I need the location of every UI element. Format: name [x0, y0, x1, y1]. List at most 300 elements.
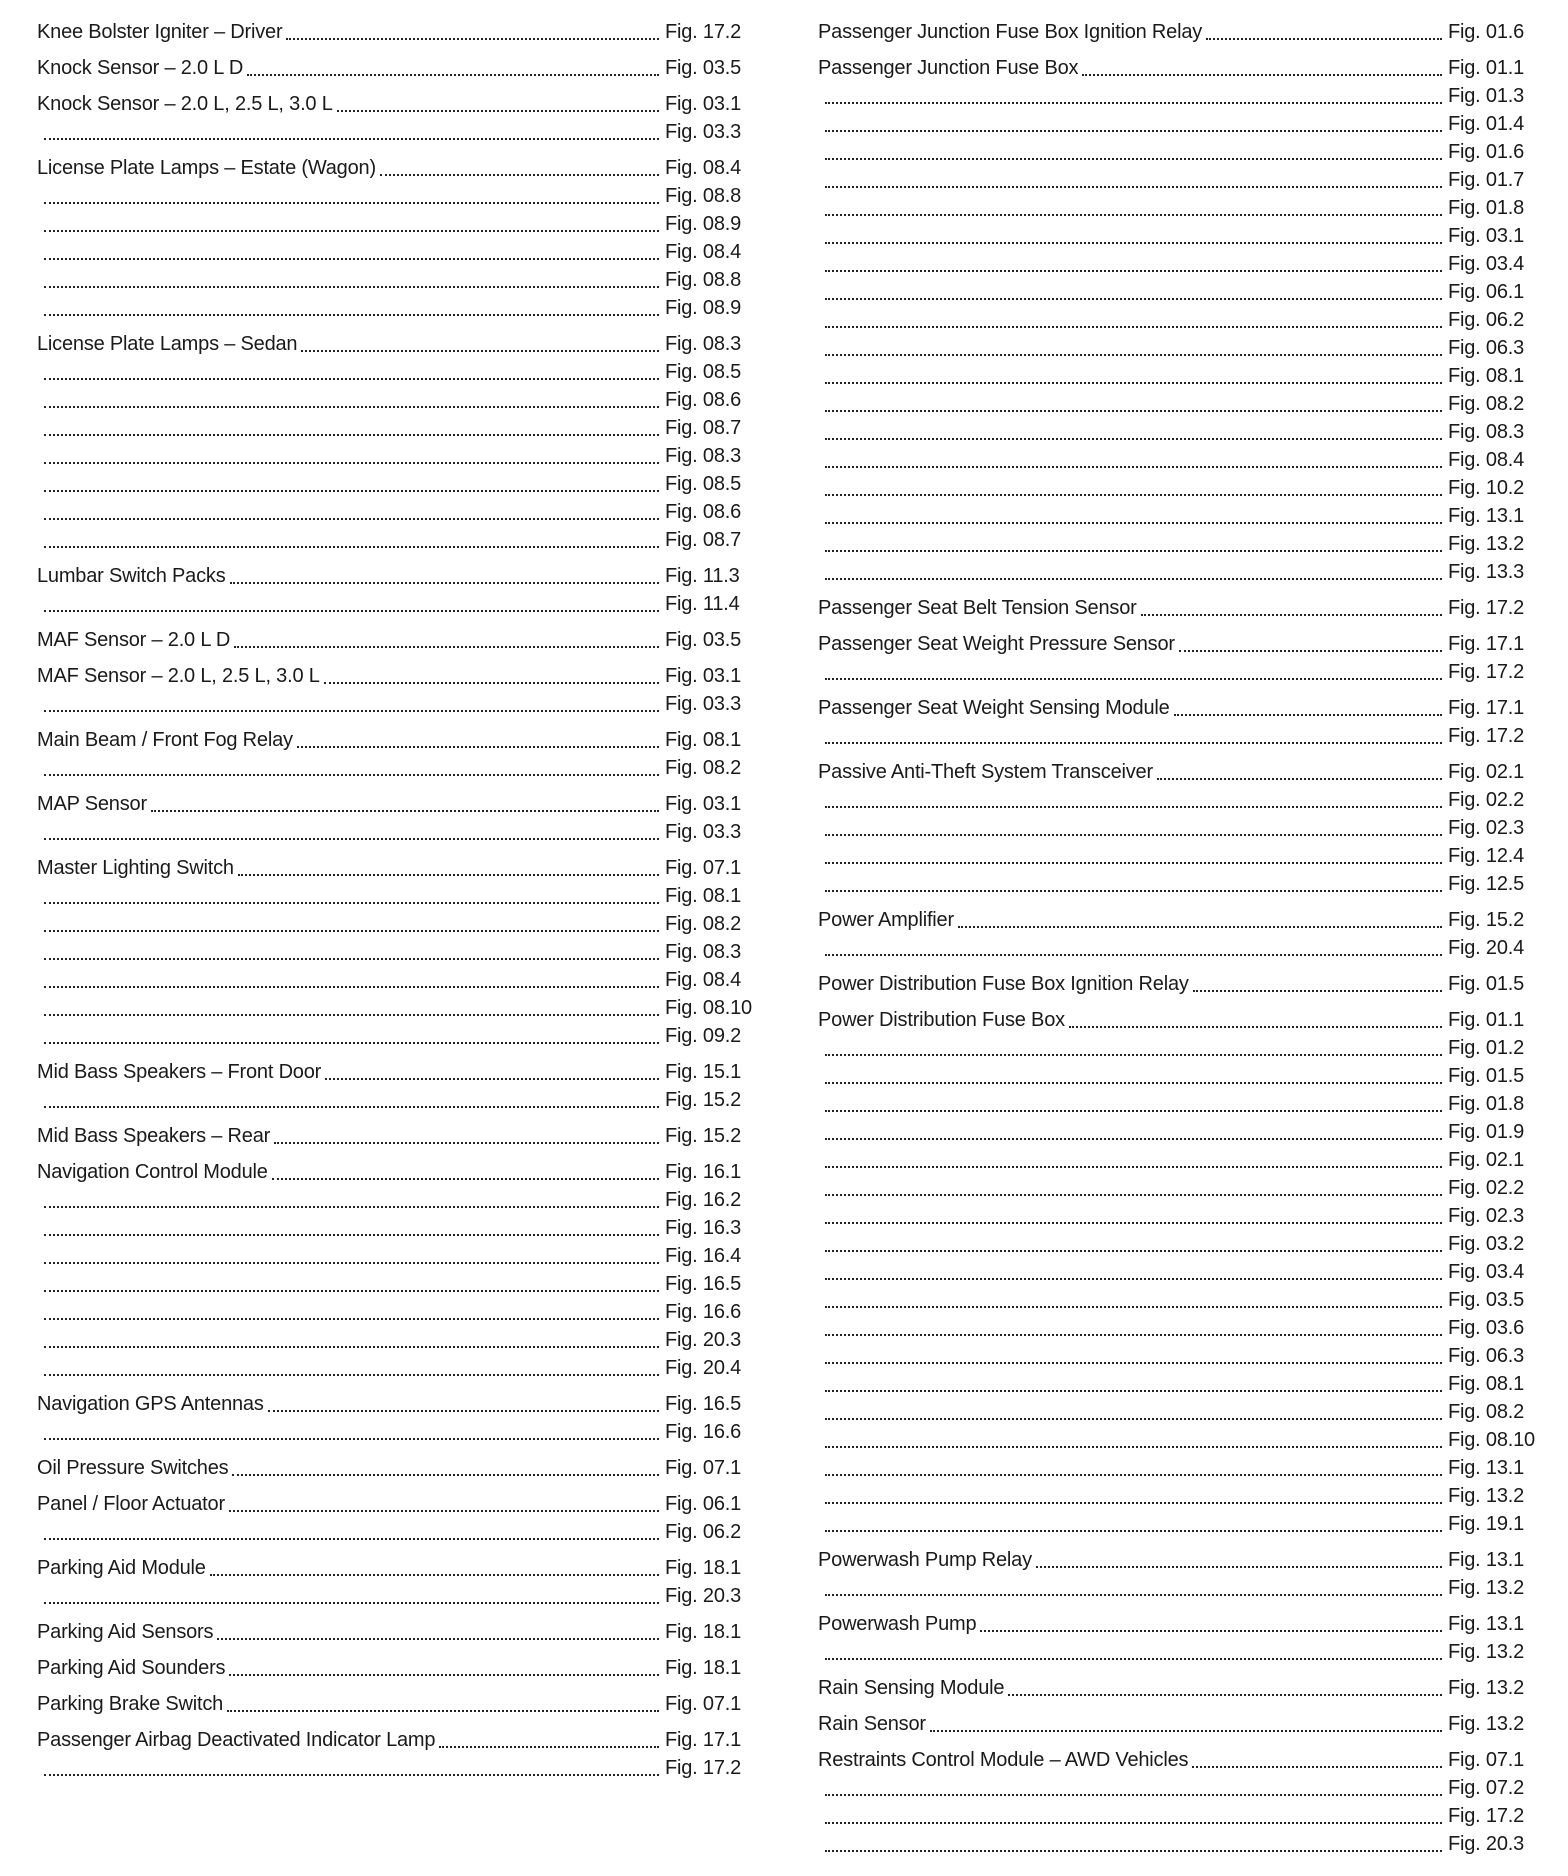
dot-leader	[230, 582, 660, 584]
figure-reference[interactable]: Fig. 13.1	[1448, 505, 1525, 527]
index-column-left	[37, 18, 767, 1790]
index-row	[37, 386, 767, 414]
figure-reference[interactable]: Fig. 08.2	[1448, 1401, 1525, 1423]
entry-label: Power Distribution Fuse Box	[818, 1009, 1065, 1031]
figure-reference[interactable]: Fig. 08.10	[665, 997, 752, 1019]
index-row	[818, 194, 1550, 222]
index-row	[37, 1242, 767, 1270]
index-entry	[37, 1726, 767, 1782]
entry-label: Passenger Junction Fuse Box	[818, 57, 1079, 79]
index-row	[818, 814, 1550, 842]
figure-reference[interactable]: Fig. 20.3	[665, 1585, 742, 1607]
figure-reference[interactable]: Fig. 08.2	[1448, 393, 1525, 415]
figure-reference[interactable]: Fig. 07.1	[665, 1457, 742, 1479]
entry-label: Power Distribution Fuse Box Ignition Relay	[818, 973, 1189, 995]
dot-leader	[44, 1438, 659, 1440]
figure-reference[interactable]: Fig. 03.5	[665, 57, 742, 79]
index-entry	[37, 1690, 767, 1718]
index-row	[37, 1086, 767, 1114]
entry-label: Passenger Seat Weight Pressure Sensor	[818, 633, 1175, 655]
index-row	[37, 1022, 767, 1050]
figure-reference[interactable]: Fig. 03.1	[665, 665, 742, 687]
figure-reference[interactable]: Fig. 08.8	[665, 185, 742, 207]
entry-label: Rain Sensor	[818, 1713, 926, 1735]
dot-leader	[44, 774, 659, 776]
figure-reference[interactable]: Fig. 01.6	[1448, 141, 1525, 163]
index-row	[37, 1518, 767, 1546]
figure-reference[interactable]: Fig. 01.6	[1448, 21, 1525, 43]
entry-label: Parking Aid Sounders	[37, 1657, 226, 1679]
index-row	[818, 1258, 1550, 1286]
dot-leader	[825, 834, 1442, 836]
figure-reference[interactable]: Fig. 03.6	[1448, 1317, 1525, 1339]
figure-reference[interactable]: Fig. 01.1	[1448, 57, 1525, 79]
index-row	[818, 694, 1550, 722]
figure-reference[interactable]: Fig. 03.5	[1448, 1289, 1525, 1311]
dot-leader	[44, 1106, 659, 1108]
index-row	[818, 1006, 1550, 1034]
dot-leader	[44, 610, 659, 612]
figure-reference[interactable]: Fig. 17.1	[665, 1729, 742, 1751]
index-entry	[818, 1710, 1550, 1738]
index-row	[818, 1610, 1550, 1638]
index-row	[818, 934, 1550, 962]
figure-reference[interactable]: Fig. 03.3	[665, 693, 742, 715]
figure-reference[interactable]: Fig. 18.1	[665, 1557, 742, 1579]
figure-reference[interactable]: Fig. 13.1	[1448, 1457, 1525, 1479]
index-entry	[818, 758, 1550, 898]
dot-leader	[272, 1178, 659, 1180]
index-row	[37, 294, 767, 322]
figure-reference[interactable]: Fig. 03.4	[1448, 253, 1525, 275]
index-row	[818, 1802, 1550, 1830]
figure-reference[interactable]: Fig. 15.2	[665, 1089, 742, 1111]
index-row	[37, 470, 767, 498]
dot-leader	[825, 1194, 1442, 1196]
figure-reference[interactable]: Fig. 15.1	[665, 1061, 742, 1083]
index-row	[37, 238, 767, 266]
index-row	[37, 662, 767, 690]
dot-leader	[439, 1746, 659, 1748]
figure-reference[interactable]: Fig. 06.2	[1448, 309, 1525, 331]
figure-reference[interactable]: Fig. 13.2	[1448, 1713, 1525, 1735]
figure-reference[interactable]: Fig. 07.2	[1448, 1777, 1525, 1799]
index-entry	[37, 562, 767, 618]
index-row	[818, 1090, 1550, 1118]
index-entry	[37, 1490, 767, 1546]
dot-leader	[825, 1306, 1442, 1308]
figure-reference[interactable]: Fig. 19.1	[1448, 1513, 1525, 1535]
entry-label: Knock Sensor – 2.0 L D	[37, 57, 244, 79]
index-row	[37, 414, 767, 442]
figure-reference[interactable]: Fig. 12.5	[1448, 873, 1525, 895]
index-entry	[818, 694, 1550, 750]
entry-label: MAF Sensor – 2.0 L, 2.5 L, 3.0 L	[37, 665, 320, 687]
entry-label: MAF Sensor – 2.0 L D	[37, 629, 231, 651]
index-entry	[37, 1554, 767, 1610]
figure-reference[interactable]: Fig. 12.4	[1448, 845, 1525, 867]
index-row	[818, 1574, 1550, 1602]
index-row	[818, 1398, 1550, 1426]
figure-reference[interactable]: Fig. 08.4	[665, 969, 742, 991]
index-row	[37, 1122, 767, 1150]
figure-reference[interactable]: Fig. 09.2	[665, 1025, 742, 1047]
index-row	[818, 1370, 1550, 1398]
index-row	[37, 1354, 767, 1382]
index-row	[37, 626, 767, 654]
index-row	[37, 910, 767, 938]
dot-leader	[1206, 38, 1442, 40]
dot-leader	[1193, 990, 1442, 992]
figure-reference[interactable]: Fig. 03.4	[1448, 1261, 1525, 1283]
dot-leader	[1179, 650, 1442, 652]
index-entry	[818, 18, 1550, 46]
index-row	[37, 118, 767, 146]
figure-reference[interactable]: Fig. 02.3	[1448, 1205, 1525, 1227]
dot-leader	[217, 1638, 659, 1640]
figure-reference[interactable]: Fig. 13.2	[1448, 1577, 1525, 1599]
figure-reference[interactable]: Fig. 08.9	[665, 297, 742, 319]
figure-reference[interactable]: Fig. 08.5	[665, 473, 742, 495]
dot-leader	[324, 682, 659, 684]
index-row	[818, 110, 1550, 138]
figure-reference[interactable]: Fig. 08.1	[665, 885, 742, 907]
index-row	[37, 754, 767, 782]
index-row	[818, 1286, 1550, 1314]
dot-leader	[44, 258, 659, 260]
figure-reference[interactable]: Fig. 13.2	[1448, 1641, 1525, 1663]
figure-reference[interactable]: Fig. 02.2	[1448, 789, 1525, 811]
dot-leader	[825, 1278, 1442, 1280]
dot-leader	[825, 1166, 1442, 1168]
dot-leader	[825, 1658, 1442, 1660]
dot-leader	[825, 806, 1442, 808]
dot-leader	[1069, 1026, 1442, 1028]
index-row	[818, 54, 1550, 82]
dot-leader	[44, 462, 659, 464]
dot-leader	[825, 158, 1442, 160]
figure-reference[interactable]: Fig. 03.3	[665, 121, 742, 143]
figure-reference[interactable]: Fig. 08.3	[665, 941, 742, 963]
figure-reference[interactable]: Fig. 16.6	[665, 1301, 742, 1323]
figure-reference[interactable]: Fig. 01.5	[1448, 973, 1525, 995]
figure-reference[interactable]: Fig. 18.1	[665, 1657, 742, 1679]
entry-label: Mid Bass Speakers – Front Door	[37, 1061, 322, 1083]
figure-reference[interactable]: Fig. 01.7	[1448, 169, 1525, 191]
figure-reference[interactable]: Fig. 01.8	[1448, 1093, 1525, 1115]
index-row	[818, 1314, 1550, 1342]
index-row	[37, 1726, 767, 1754]
index-row	[37, 1214, 767, 1242]
figure-reference[interactable]: Fig. 17.2	[1448, 661, 1525, 683]
figure-reference[interactable]: Fig. 20.4	[1448, 937, 1525, 959]
figure-reference[interactable]: Fig. 13.2	[1448, 1485, 1525, 1507]
dot-leader	[825, 954, 1442, 956]
figure-reference[interactable]: Fig. 08.1	[1448, 1373, 1525, 1395]
index-row	[37, 1654, 767, 1682]
index-entry	[37, 1390, 767, 1446]
index-row	[37, 1298, 767, 1326]
index-entry	[818, 906, 1550, 962]
figure-reference[interactable]: Fig. 02.3	[1448, 817, 1525, 839]
figure-reference[interactable]: Fig. 20.4	[665, 1357, 742, 1379]
figure-reference[interactable]: Fig. 07.1	[1448, 1749, 1525, 1771]
figure-reference[interactable]: Fig. 08.6	[665, 501, 742, 523]
figure-reference[interactable]: Fig. 08.8	[665, 269, 742, 291]
figure-reference[interactable]: Fig. 16.2	[665, 1189, 742, 1211]
entry-label: Oil Pressure Switches	[37, 1457, 229, 1479]
dot-leader	[44, 230, 659, 232]
figure-reference[interactable]: Fig. 06.2	[665, 1521, 742, 1543]
index-row	[818, 1638, 1550, 1666]
dot-leader	[825, 298, 1442, 300]
entry-label: Parking Brake Switch	[37, 1693, 224, 1715]
figure-reference[interactable]: Fig. 08.4	[1448, 449, 1525, 471]
figure-reference[interactable]: Fig. 07.1	[665, 1693, 742, 1715]
dot-leader	[825, 1334, 1442, 1336]
figure-reference[interactable]: Fig. 08.5	[665, 361, 742, 383]
dot-leader	[825, 1110, 1442, 1112]
dot-leader	[337, 110, 659, 112]
figure-reference[interactable]: Fig. 02.1	[1448, 761, 1525, 783]
entry-label: Restraints Control Module – AWD Vehicles	[818, 1749, 1189, 1771]
figure-reference[interactable]: Fig. 17.2	[665, 1757, 742, 1779]
index-row	[37, 1390, 767, 1418]
figure-reference[interactable]: Fig. 13.1	[1448, 1613, 1525, 1635]
index-row	[37, 1158, 767, 1186]
figure-reference[interactable]: Fig. 01.1	[1448, 1009, 1525, 1031]
figure-reference[interactable]: Fig. 17.1	[1448, 633, 1525, 655]
dot-leader	[44, 434, 659, 436]
figure-reference[interactable]: Fig. 17.2	[665, 21, 742, 43]
figure-reference[interactable]: Fig. 08.3	[665, 333, 742, 355]
index-entry	[818, 1674, 1550, 1702]
index-row	[37, 1326, 767, 1354]
figure-reference[interactable]: Fig. 08.7	[665, 417, 742, 439]
index-row	[37, 1270, 767, 1298]
figure-reference[interactable]: Fig. 06.3	[1448, 1345, 1525, 1367]
index-row	[818, 1342, 1550, 1370]
dot-leader	[229, 1510, 659, 1512]
figure-reference[interactable]: Fig. 18.1	[665, 1621, 742, 1643]
dot-leader	[44, 1346, 659, 1348]
figure-reference[interactable]: Fig. 06.1	[665, 1493, 742, 1515]
figure-reference[interactable]: Fig. 01.2	[1448, 1037, 1525, 1059]
index-entry	[818, 970, 1550, 998]
figure-reference[interactable]: Fig. 11.3	[665, 565, 740, 587]
dot-leader	[825, 678, 1442, 680]
figure-reference[interactable]: Fig. 08.10	[1448, 1429, 1535, 1451]
index-row	[818, 1710, 1550, 1738]
index-entry	[37, 330, 767, 554]
index-row	[818, 138, 1550, 166]
figure-reference[interactable]: Fig. 01.8	[1448, 197, 1525, 219]
figure-reference[interactable]: Fig. 01.3	[1448, 85, 1525, 107]
dot-leader	[44, 314, 659, 316]
dot-leader	[44, 518, 659, 520]
figure-reference[interactable]: Fig. 16.5	[665, 1273, 742, 1295]
index-row	[37, 854, 767, 882]
dot-leader	[44, 286, 659, 288]
figure-reference[interactable]: Fig. 17.2	[1448, 1805, 1525, 1827]
figure-reference[interactable]: Fig. 08.1	[665, 729, 742, 751]
figure-reference[interactable]: Fig. 01.9	[1448, 1121, 1525, 1143]
figure-reference[interactable]: Fig. 03.1	[665, 793, 742, 815]
entry-label: Parking Aid Module	[37, 1557, 206, 1579]
dot-leader	[825, 1446, 1442, 1448]
figure-reference[interactable]: Fig. 16.4	[665, 1245, 742, 1267]
index-entry	[818, 1610, 1550, 1666]
figure-reference[interactable]: Fig. 20.3	[1448, 1833, 1525, 1855]
index-row	[37, 154, 767, 182]
index-entry	[818, 1746, 1550, 1858]
entry-label: Passive Anti-Theft System Transceiver	[818, 761, 1153, 783]
index-row	[818, 502, 1550, 530]
figure-reference[interactable]: Fig. 08.2	[665, 913, 742, 935]
dot-leader	[297, 746, 659, 748]
index-row	[818, 334, 1550, 362]
index-row	[818, 758, 1550, 786]
figure-reference[interactable]: Fig. 13.2	[1448, 533, 1525, 555]
dot-leader	[44, 1602, 659, 1604]
entry-label: Lumbar Switch Packs	[37, 565, 226, 587]
dot-leader	[44, 490, 659, 492]
index-row	[818, 1062, 1550, 1090]
index-entry	[37, 1654, 767, 1682]
index-row	[37, 1058, 767, 1086]
figure-reference[interactable]: Fig. 08.7	[665, 529, 742, 551]
index-row	[818, 1674, 1550, 1702]
entry-label: Passenger Junction Fuse Box Ignition Relay	[818, 21, 1203, 43]
index-entry	[37, 1122, 767, 1150]
figure-reference[interactable]: Fig. 02.1	[1448, 1149, 1525, 1171]
figure-reference[interactable]: Fig. 07.1	[665, 857, 742, 879]
figure-reference[interactable]: Fig. 20.3	[665, 1329, 742, 1351]
figure-reference[interactable]: Fig. 17.2	[1448, 725, 1525, 747]
figure-reference[interactable]: Fig. 02.2	[1448, 1177, 1525, 1199]
index-row	[37, 938, 767, 966]
figure-reference[interactable]: Fig. 03.2	[1448, 1233, 1525, 1255]
index-row	[818, 1830, 1550, 1858]
figure-reference[interactable]: Fig. 17.2	[1448, 597, 1525, 619]
dot-leader	[825, 1054, 1442, 1056]
dot-leader	[825, 862, 1442, 864]
dot-leader	[44, 1014, 659, 1016]
index-row	[37, 562, 767, 590]
figure-reference[interactable]: Fig. 16.5	[665, 1393, 742, 1415]
figure-reference[interactable]: Fig. 11.4	[665, 593, 740, 615]
dot-leader	[825, 1250, 1442, 1252]
index-row	[818, 722, 1550, 750]
dot-leader	[825, 494, 1442, 496]
figure-reference[interactable]: Fig. 10.2	[1448, 477, 1525, 499]
index-row	[818, 82, 1550, 110]
entry-label: Knock Sensor – 2.0 L, 2.5 L, 3.0 L	[37, 93, 333, 115]
figure-reference[interactable]: Fig. 08.2	[665, 757, 742, 779]
dot-leader	[825, 438, 1442, 440]
figure-reference[interactable]: Fig. 06.3	[1448, 337, 1525, 359]
figure-reference[interactable]: Fig. 08.4	[665, 157, 742, 179]
index-row	[818, 362, 1550, 390]
figure-reference[interactable]: Fig. 01.4	[1448, 113, 1525, 135]
dot-leader	[1036, 1566, 1442, 1568]
index-row	[37, 182, 767, 210]
dot-leader	[825, 1362, 1442, 1364]
figure-reference[interactable]: Fig. 15.2	[1448, 909, 1525, 931]
figure-reference[interactable]: Fig. 15.2	[665, 1125, 742, 1147]
dot-leader	[825, 326, 1442, 328]
figure-reference[interactable]: Fig. 06.1	[1448, 281, 1525, 303]
dot-leader	[229, 1674, 659, 1676]
figure-reference[interactable]: Fig. 13.2	[1448, 1677, 1525, 1699]
figure-reference[interactable]: Fig. 08.4	[665, 241, 742, 263]
figure-reference[interactable]: Fig. 13.3	[1448, 561, 1525, 583]
index-row	[818, 1482, 1550, 1510]
figure-reference[interactable]: Fig. 08.3	[1448, 421, 1525, 443]
index-row	[818, 1174, 1550, 1202]
dot-leader	[274, 1142, 659, 1144]
figure-reference[interactable]: Fig. 08.9	[665, 213, 742, 235]
dot-leader	[44, 838, 659, 840]
index-row	[818, 250, 1550, 278]
index-row	[37, 498, 767, 526]
dot-leader	[325, 1078, 659, 1080]
figure-reference[interactable]: Fig. 03.5	[665, 629, 742, 651]
dot-leader	[825, 1222, 1442, 1224]
index-row	[37, 1186, 767, 1214]
index-row	[818, 1202, 1550, 1230]
dot-leader	[44, 1774, 659, 1776]
figure-reference[interactable]: Fig. 17.1	[1448, 697, 1525, 719]
index-row	[818, 1146, 1550, 1174]
dot-leader	[286, 38, 659, 40]
index-entry	[37, 90, 767, 146]
index-entry	[37, 1158, 767, 1382]
index-row	[37, 1582, 767, 1610]
dot-leader	[825, 742, 1442, 744]
figure-reference[interactable]: Fig. 03.1	[1448, 225, 1525, 247]
dot-leader	[825, 1418, 1442, 1420]
dot-leader	[930, 1730, 1442, 1732]
figure-reference[interactable]: Fig. 16.1	[665, 1161, 742, 1183]
index-row	[37, 210, 767, 238]
figure-reference[interactable]: Fig. 01.5	[1448, 1065, 1525, 1087]
index-row	[818, 1230, 1550, 1258]
entry-label: License Plate Lamps – Estate (Wagon)	[37, 157, 376, 179]
figure-reference[interactable]: Fig. 13.1	[1448, 1549, 1525, 1571]
index-row	[37, 1754, 767, 1782]
figure-reference[interactable]: Fig. 16.6	[665, 1421, 742, 1443]
index-row	[37, 54, 767, 82]
figure-reference[interactable]: Fig. 03.1	[665, 93, 742, 115]
figure-reference[interactable]: Fig. 03.3	[665, 821, 742, 843]
dot-leader	[825, 186, 1442, 188]
dot-leader	[825, 214, 1442, 216]
dot-leader	[1141, 614, 1442, 616]
dot-leader	[44, 1206, 659, 1208]
figure-reference[interactable]: Fig. 08.1	[1448, 365, 1525, 387]
index-row	[818, 222, 1550, 250]
figure-reference[interactable]: Fig. 08.3	[665, 445, 742, 467]
index-entry	[37, 1618, 767, 1646]
entry-label: Passenger Seat Weight Sensing Module	[818, 697, 1170, 719]
index-row	[37, 1490, 767, 1518]
figure-reference[interactable]: Fig. 16.3	[665, 1217, 742, 1239]
figure-reference[interactable]: Fig. 08.6	[665, 389, 742, 411]
index-row	[37, 90, 767, 118]
index-row	[818, 1118, 1550, 1146]
dot-leader	[825, 1594, 1442, 1596]
